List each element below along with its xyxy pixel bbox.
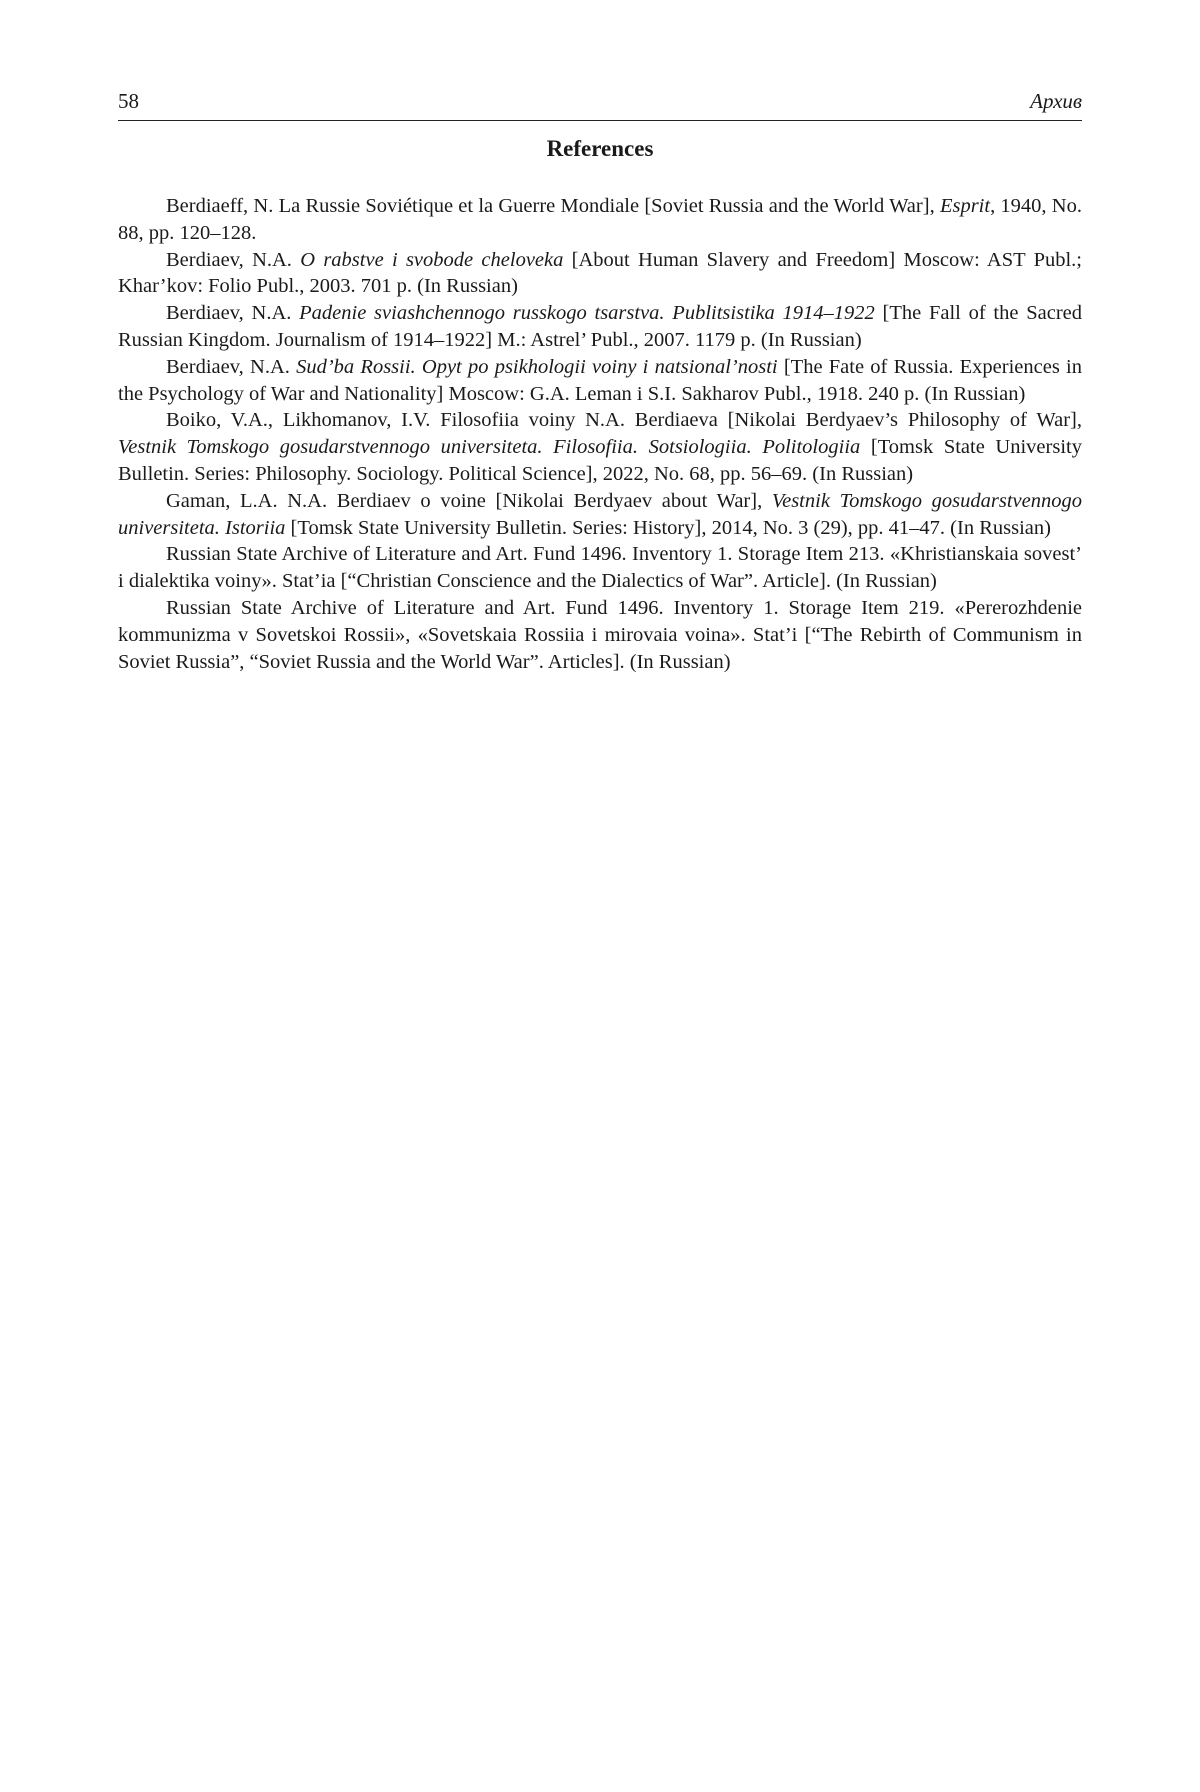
journal-name: Архив <box>1030 89 1082 113</box>
reference-text: [Tomsk State University Bulletin. Series: History], 2014, No. 3 (29), pp. 41–47. (In Russian) <box>285 516 1051 539</box>
reference-entry <box>118 595 1082 675</box>
reference-text: Berdiaev, N.A. <box>166 355 297 378</box>
reference-title-italic: Vestnik Tomskogo gosudarstvennogo universiteta. Istoriia <box>118 489 1082 539</box>
reference-text: [About Human Slavery and Freedom] Moscow: AST Publ.; Khar’kov: Folio Publ., 2003. 701 p. (In Russian) <box>118 248 1082 298</box>
reference-entry <box>118 541 1082 595</box>
reference-entry <box>118 407 1082 487</box>
reference-text: , 1940, No. 88, pp. 120–128. <box>118 195 1082 244</box>
reference-text: Gaman, L.A. N.A. Berdiaev o voine [Nikolai Berdyaev about War], <box>166 489 772 512</box>
reference-text: [The Fall of the Sacred Russian Kingdom. Journalism of 1914–1922] M.: Astrel’ Publ., 2007. 1179 p. (In Russian) <box>118 302 1082 351</box>
reference-text: Russian State Archive of Literature and Art. Fund 1496. Inventory 1. Storage Item 213. «Khristianskaia sovest’ i dialektika voiny». Stat’ia [“Christian Conscience and the Dialectics of War”. Article]. (In Russian) <box>118 543 1082 593</box>
reference-entry <box>118 354 1082 408</box>
reference-text: [Tomsk State University Bulletin. Series: Philosophy. Sociology. Political Science], 2022, No. 68, pp. 56–69. (In Russian) <box>118 436 1082 485</box>
reference-entry <box>118 488 1082 542</box>
reference-entry <box>118 193 1082 247</box>
reference-text: Berdiaeff, N. La Russie Soviétique et la Guerre Mondiale [Soviet Russia and the World War], <box>166 195 940 217</box>
reference-title-italic: Vestnik Tomskogo gosudarstvennogo universiteta. Filosofiia. Sotsiologiia. Politologiia <box>118 436 861 459</box>
running-header <box>118 88 1082 121</box>
reference-text: Berdiaev, N.A. <box>166 248 301 271</box>
reference-entry <box>118 247 1082 301</box>
reference-title-italic: Esprit <box>939 195 991 217</box>
reference-text: Berdiaev, N.A. <box>166 302 300 325</box>
page-number: 58 <box>118 89 139 113</box>
page <box>118 88 1082 675</box>
reference-text: [The Fate of Russia. Experiences in the Psychology of War and Nationality] Moscow: G.A. Leman i S.I. Sakharov Publ., 1918. 240 p. (In Russian) <box>118 355 1082 405</box>
reference-list <box>118 193 1082 675</box>
reference-entry <box>118 300 1082 354</box>
section-title: References <box>546 136 654 161</box>
reference-text: Boiko, V.A., Likhomanov, I.V. Filosofiia voiny N.A. Berdiaeva [Nikolai Berdyaev’s Philosophy of War], <box>166 409 1082 432</box>
reference-text: Russian State Archive of Literature and Art. Fund 1496. Inventory 1. Storage Item 219. «Pererozhdenie kommunizma v Sovetskoi Rossii», «Sovetskaia Rossiia i mirovaia voina». Stat’i [“The Rebirth of Communism in Soviet Russia”, “Soviet Russia and the World War”. Articles]. (In Russian) <box>118 596 1082 673</box>
reference-title-italic: O rabstve i svobode cheloveka <box>300 248 564 271</box>
reference-title-italic: Sud’ba Rossii. Opyt po psikhologii voiny i natsional’nosti <box>296 355 778 378</box>
reference-title-italic: Padenie sviashchennogo russkogo tsarstva. Publitsistika 1914–1922 <box>299 302 875 325</box>
